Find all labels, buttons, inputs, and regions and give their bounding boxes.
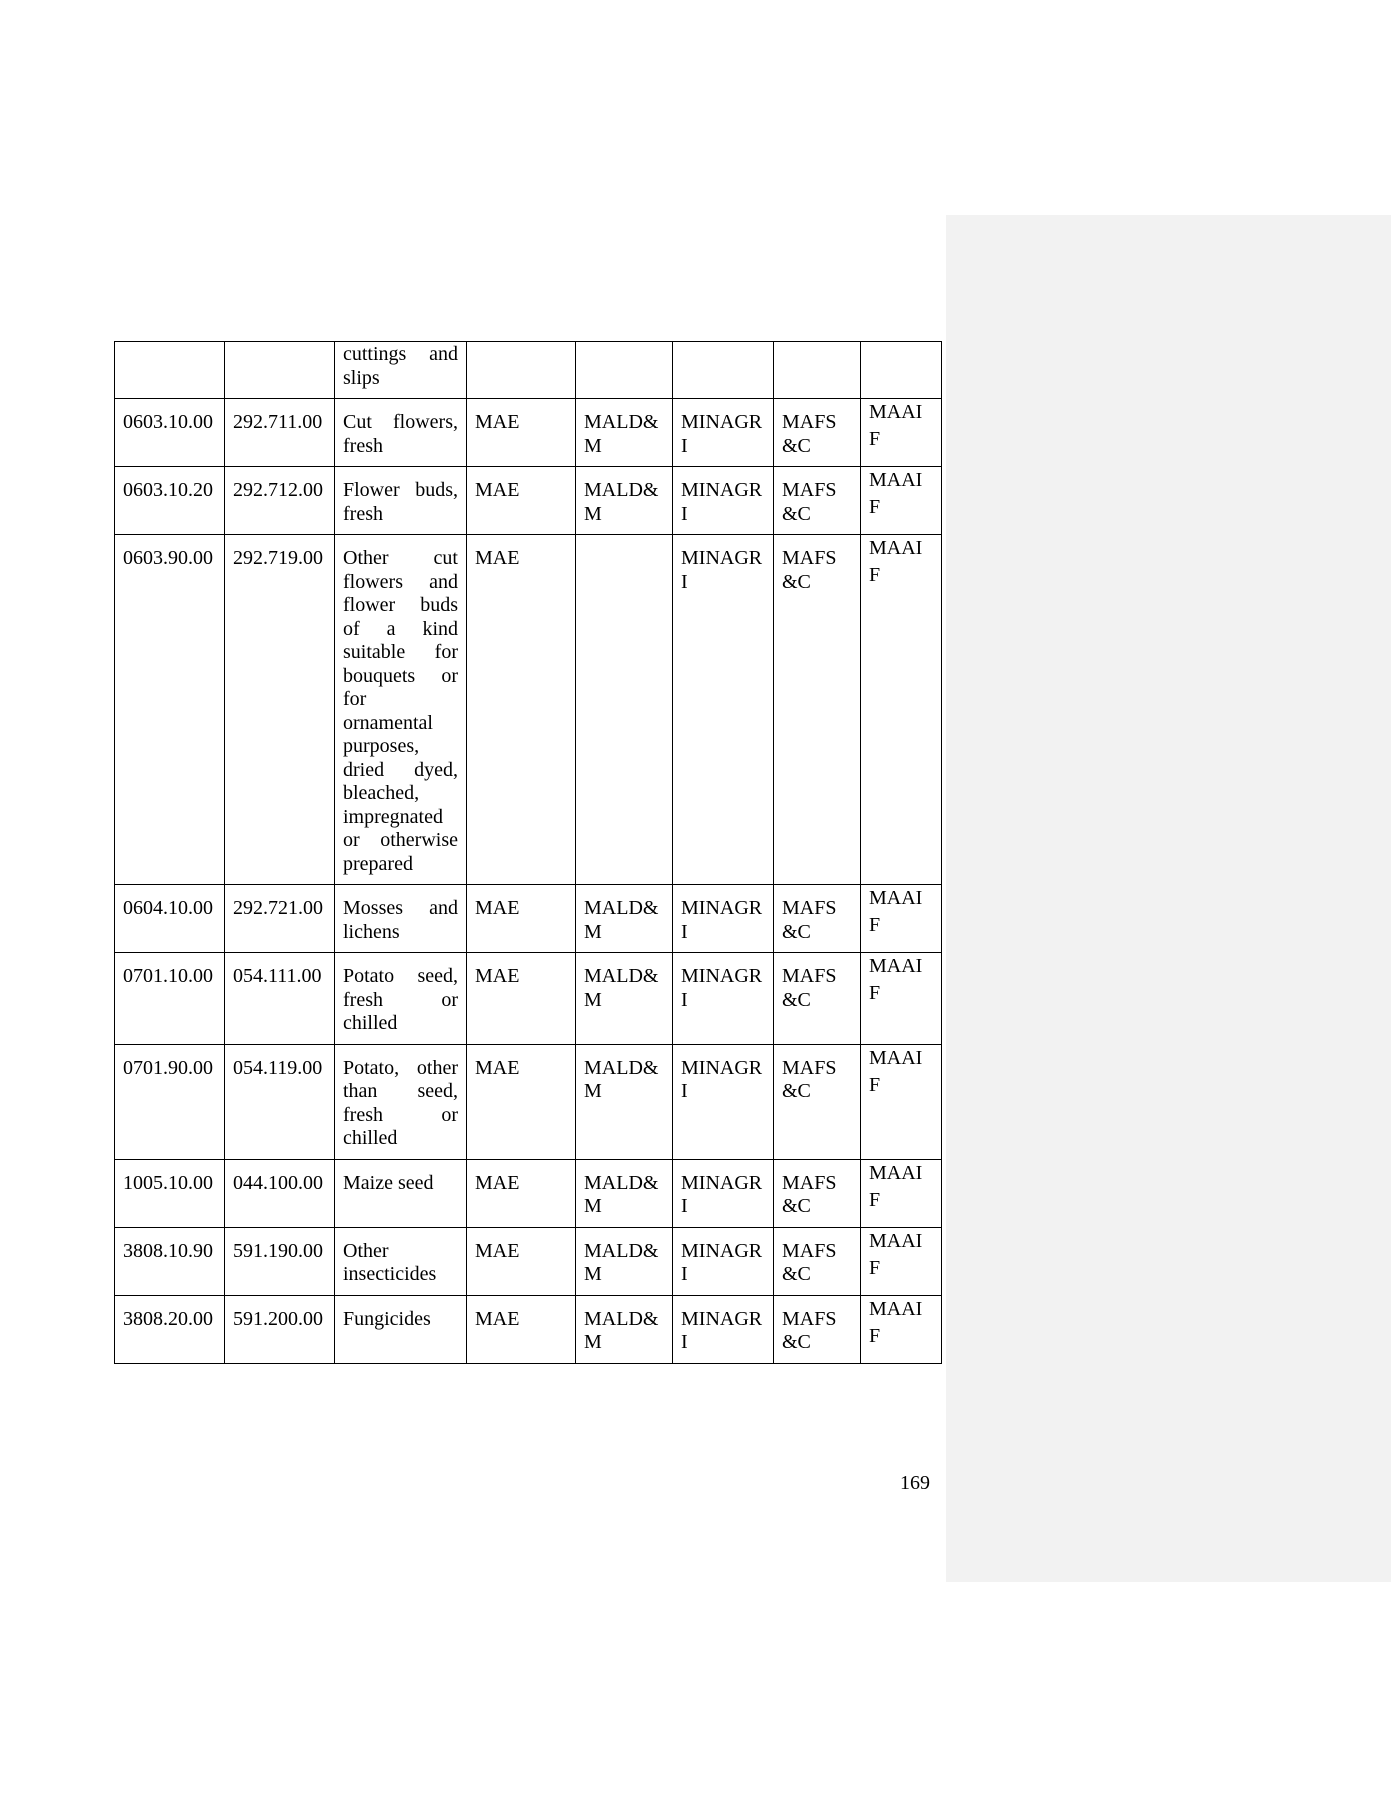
- hs-code-cell: 1005.10.00: [115, 1159, 225, 1227]
- agency-cell: MAE: [467, 1227, 576, 1295]
- agency-cell: MINAGRI: [673, 885, 774, 953]
- agency-cell: MALD&M: [576, 1159, 673, 1227]
- agency-cell: MAAIF: [861, 885, 942, 953]
- comment-pane: [946, 215, 1391, 1582]
- table-row: [115, 1295, 942, 1363]
- description-cell: Potato seed, fresh or chilled: [335, 953, 467, 1045]
- sitc-code-cell: 292.712.00: [225, 467, 335, 535]
- agency-cell: [861, 342, 942, 399]
- agency-cell: MINAGRI: [673, 1295, 774, 1363]
- sitc-code-cell: 292.721.00: [225, 885, 335, 953]
- agency-cell: MINAGRI: [673, 467, 774, 535]
- agency-cell: MAAIF: [861, 535, 942, 885]
- agency-cell: MINAGRI: [673, 953, 774, 1045]
- sitc-code-cell: 054.111.00: [225, 953, 335, 1045]
- hs-code-cell: 0603.90.00: [115, 535, 225, 885]
- agency-cell: MAFS&C: [774, 1295, 861, 1363]
- table-row: [115, 1044, 942, 1159]
- agency-cell: MAFS&C: [774, 1227, 861, 1295]
- agency-cell: MINAGRI: [673, 1044, 774, 1159]
- sitc-code-cell: [225, 342, 335, 399]
- agency-cell: MAE: [467, 1044, 576, 1159]
- agency-cell: MAAIF: [861, 953, 942, 1045]
- hs-code-cell: 0604.10.00: [115, 885, 225, 953]
- agency-cell: MINAGRI: [673, 1159, 774, 1227]
- agency-cell: MALD&M: [576, 953, 673, 1045]
- agency-cell: MAFS&C: [774, 535, 861, 885]
- agency-cell: MAE: [467, 467, 576, 535]
- sitc-code-cell: 292.719.00: [225, 535, 335, 885]
- description-cell: Other insecticides: [335, 1227, 467, 1295]
- agency-cell: [576, 342, 673, 399]
- agency-cell: MAE: [467, 1295, 576, 1363]
- hs-code-cell: 3808.10.90: [115, 1227, 225, 1295]
- agency-cell: MALD&M: [576, 399, 673, 467]
- agency-cell: MAE: [467, 1159, 576, 1227]
- agency-cell: MAE: [467, 953, 576, 1045]
- agency-cell: MAFS&C: [774, 467, 861, 535]
- table-row: [115, 953, 942, 1045]
- agency-cell: MAAIF: [861, 399, 942, 467]
- agency-cell: MINAGRI: [673, 1227, 774, 1295]
- hs-code-cell: 0603.10.20: [115, 467, 225, 535]
- table-row: [115, 342, 942, 399]
- agency-cell: MAE: [467, 885, 576, 953]
- description-cell: Mosses and lichens: [335, 885, 467, 953]
- agency-cell: MALD&M: [576, 885, 673, 953]
- page-number: 169: [900, 1472, 930, 1494]
- table-row: [115, 1227, 942, 1295]
- hs-code-cell: 3808.20.00: [115, 1295, 225, 1363]
- description-cell: Potato, other than seed, fresh or chilled: [335, 1044, 467, 1159]
- sitc-code-cell: 044.100.00: [225, 1159, 335, 1227]
- description-cell: Flower buds, fresh: [335, 467, 467, 535]
- agency-cell: MAFS&C: [774, 885, 861, 953]
- table-row: [115, 467, 942, 535]
- sitc-code-cell: 591.200.00: [225, 1295, 335, 1363]
- agency-cell: MALD&M: [576, 1295, 673, 1363]
- hs-code-cell: 0701.10.00: [115, 953, 225, 1045]
- hs-code-cell: [115, 342, 225, 399]
- table-row: [115, 1159, 942, 1227]
- agency-cell: [576, 535, 673, 885]
- hs-code-cell: 0701.90.00: [115, 1044, 225, 1159]
- agency-cell: MALD&M: [576, 1044, 673, 1159]
- agency-cell: MAFS&C: [774, 1159, 861, 1227]
- agency-cell: [673, 342, 774, 399]
- agency-cell: MAFS&C: [774, 1044, 861, 1159]
- description-cell: Fungicides: [335, 1295, 467, 1363]
- agency-cell: MAFS&C: [774, 953, 861, 1045]
- description-cell: Maize seed: [335, 1159, 467, 1227]
- hs-code-cell: 0603.10.00: [115, 399, 225, 467]
- agency-cell: [774, 342, 861, 399]
- table-row: [115, 399, 942, 467]
- agency-cell: MAAIF: [861, 1295, 942, 1363]
- agency-cell: MAAIF: [861, 1044, 942, 1159]
- agency-cell: MAFS&C: [774, 399, 861, 467]
- agency-cell: MAE: [467, 399, 576, 467]
- agency-cell: MINAGRI: [673, 399, 774, 467]
- agency-cell: MALD&M: [576, 1227, 673, 1295]
- commodity-table: [114, 341, 942, 1364]
- agency-cell: MAAIF: [861, 1159, 942, 1227]
- description-cell: Cut flowers, fresh: [335, 399, 467, 467]
- agency-cell: [467, 342, 576, 399]
- sitc-code-cell: 054.119.00: [225, 1044, 335, 1159]
- table-row: [115, 535, 942, 885]
- description-cell: cuttings and slips: [335, 342, 467, 399]
- table-row: [115, 885, 942, 953]
- agency-cell: MAE: [467, 535, 576, 885]
- agency-cell: MALD&M: [576, 467, 673, 535]
- agency-cell: MAAIF: [861, 1227, 942, 1295]
- description-cell: Other cut flowers and flower buds of a kind suitable for bouquets or for ornamental purposes, dried dyed, bleached, impregnated or otherwise prepared: [335, 535, 467, 885]
- sitc-code-cell: 292.711.00: [225, 399, 335, 467]
- agency-cell: MAAIF: [861, 467, 942, 535]
- agency-cell: MINAGRI: [673, 535, 774, 885]
- sitc-code-cell: 591.190.00: [225, 1227, 335, 1295]
